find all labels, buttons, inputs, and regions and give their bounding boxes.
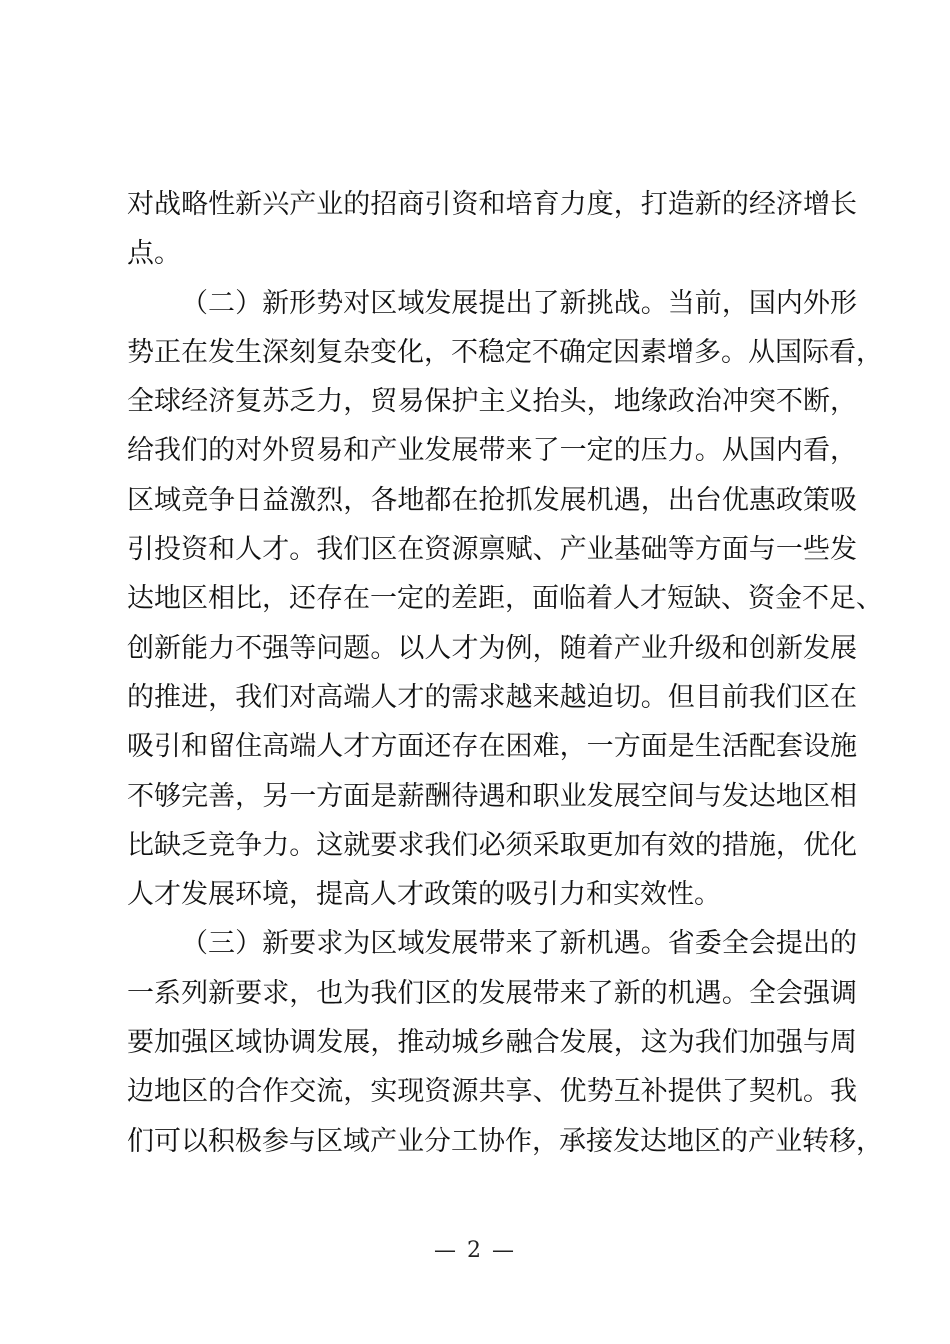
body-text [127, 180, 883, 1166]
text-line: 点。 [127, 238, 181, 270]
text-line: （二）新形势对区域发展提出了新挑战。当前，国内外形 [181, 287, 857, 319]
text-line: 们可以积极参与区域产业分工协作，承接发达地区的产业转移， [127, 1125, 883, 1157]
text-line: （三）新要求为区域发展带来了新机遇。省委全会提出的 [181, 928, 857, 960]
text-line: 一系列新要求，也为我们区的发展带来了新的机遇。全会强调 [127, 977, 857, 1009]
text-line: 人才发展环境，提高人才政策的吸引力和实效性。 [127, 879, 721, 911]
text-line: 全球经济复苏乏力，贸易保护主义抬头，地缘政治冲突不断， [127, 386, 857, 418]
text-line: 引投资和人才。我们区在资源禀赋、产业基础等方面与一些发 [127, 534, 857, 566]
text-line: 边地区的合作交流，实现资源共享、优势互补提供了契机。我 [127, 1076, 857, 1108]
text-line: 创新能力不强等问题。以人才为例，随着产业升级和创新发展 [127, 632, 857, 664]
text-line: 要加强区域协调发展，推动城乡融合发展，这为我们加强与周 [127, 1027, 857, 1059]
text-line: 势正在发生深刻复杂变化，不稳定不确定因素增多。从国际看， [127, 336, 883, 368]
text-line: 吸引和留住高端人才方面还存在困难，一方面是生活配套设施 [127, 731, 857, 763]
text-line: 对战略性新兴产业的招商引资和培育力度，打造新的经济增长 [127, 189, 857, 220]
text-line: 不够完善，另一方面是薪酬待遇和职业发展空间与发达地区相 [127, 780, 857, 812]
text-line: 区域竞争日益激烈，各地都在抢抓发展机遇，出台优惠政策吸 [127, 484, 857, 516]
text-line: 比缺乏竞争力。这就要求我们必须采取更加有效的措施，优化 [127, 829, 857, 861]
text-line: 的推进，我们对高端人才的需求越来越迫切。但目前我们区在 [127, 681, 857, 713]
page-number: — 2 — [434, 1238, 516, 1263]
text-line: 达地区相比，还存在一定的差距，面临着人才短缺、资金不足、 [127, 583, 883, 615]
text-line: 给我们的对外贸易和产业发展带来了一定的压力。从国内看， [127, 435, 857, 467]
